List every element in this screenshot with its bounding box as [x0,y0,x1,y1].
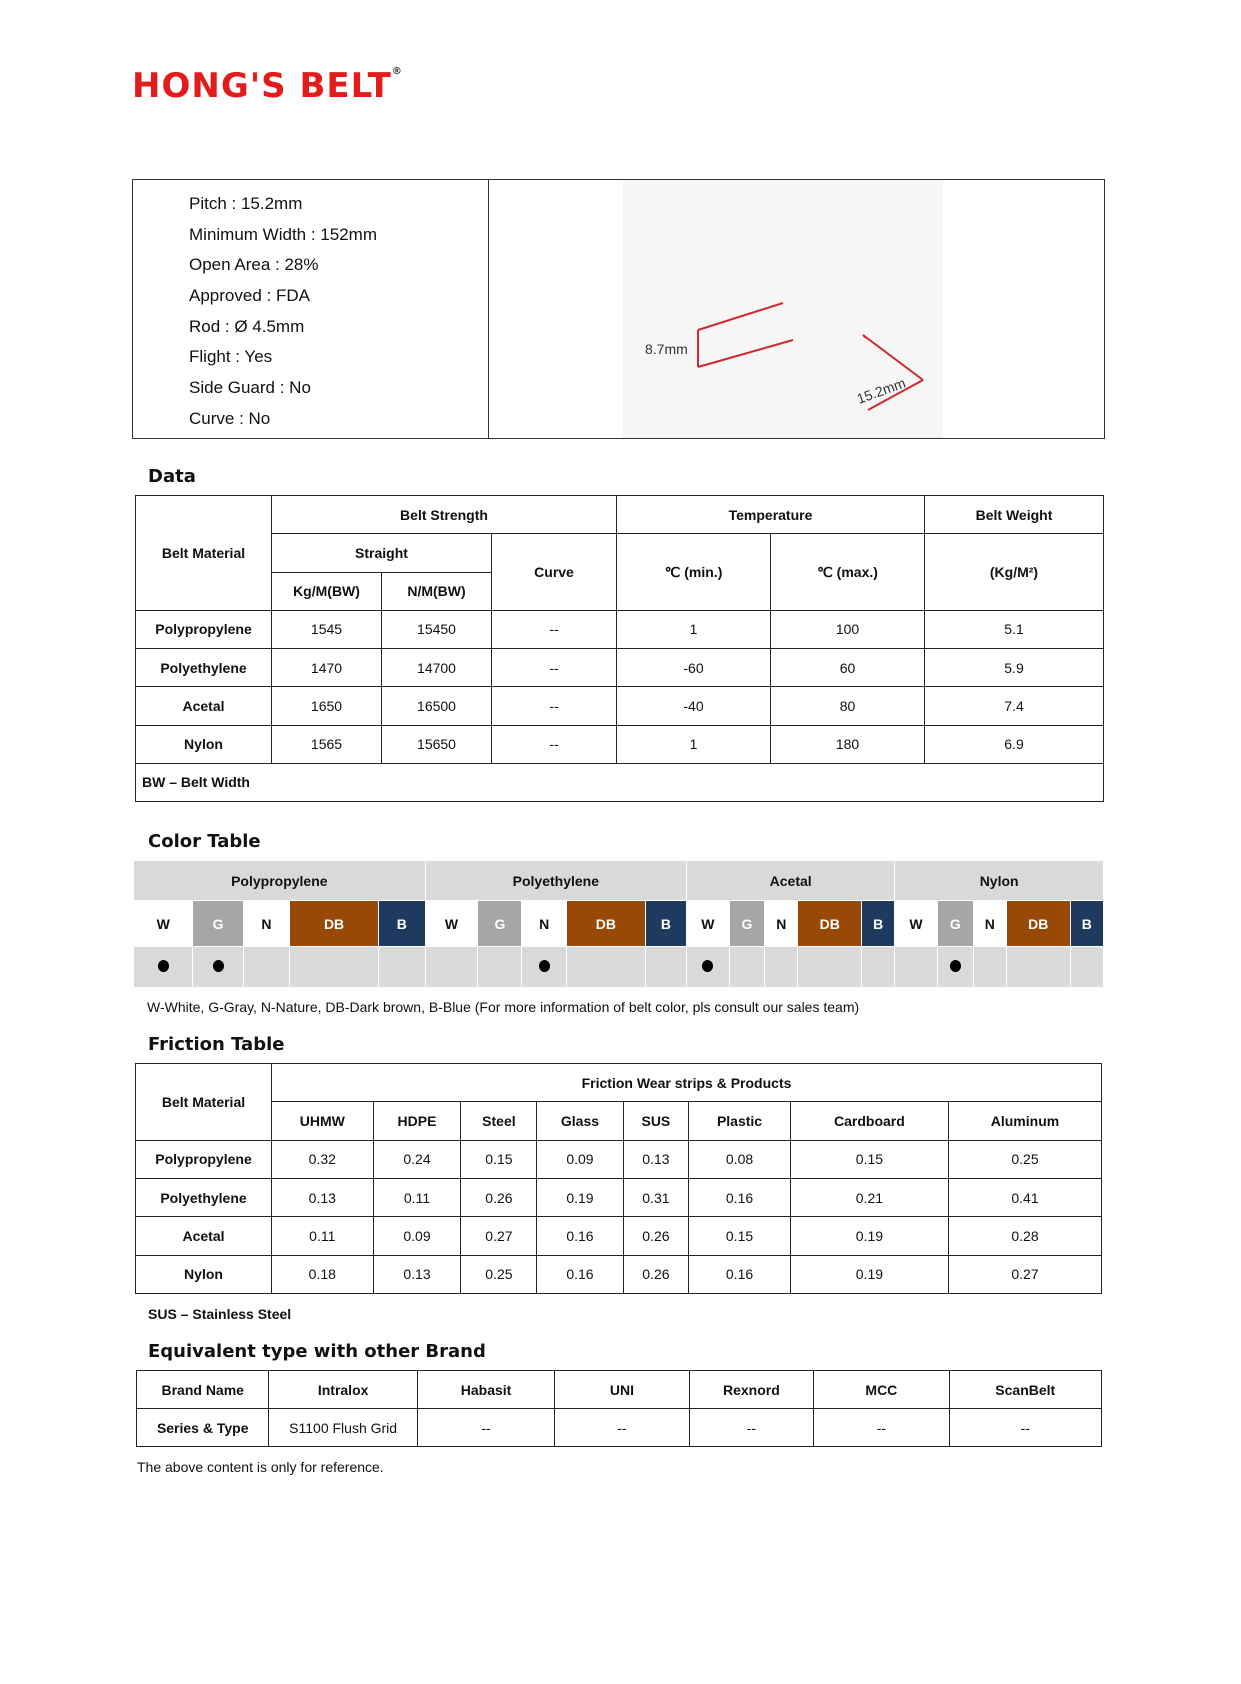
availability-cell [729,947,765,988]
spec-box [132,179,1105,439]
table-row [136,725,1104,763]
availability-cell [566,947,645,988]
color-code-db: DB [798,901,862,947]
color-code-w: W [687,901,730,947]
cell: 60 [771,649,925,687]
availability-cell [134,947,193,988]
cell: 0.16 [689,1255,791,1293]
cell: 0.19 [790,1255,948,1293]
cell: 0.16 [537,1255,623,1293]
cell: -- [492,610,617,648]
color-code-g: G [729,901,765,947]
footer-note: The above content is only for reference. [137,1459,384,1475]
friction-col-header: SUS [623,1102,689,1140]
availability-cell [973,947,1006,988]
data-title: Data [148,466,196,487]
cell: 0.19 [790,1217,948,1255]
series-cell: S1100 Flush Grid [269,1409,417,1447]
availability-cell [861,947,894,988]
availability-cell [1007,947,1071,988]
availability-cell [378,947,425,988]
brand-header: Habasit [417,1371,554,1409]
cell: 0.16 [689,1178,791,1216]
color-code-db: DB [1007,901,1071,947]
cell: 0.28 [948,1217,1101,1255]
spec-item: Side Guard : No [189,378,311,398]
svg-text:15.2mm: 15.2mm [854,374,908,407]
cell: 0.25 [461,1255,537,1293]
friction-col-header: Glass [537,1102,623,1140]
material-name: Polypropylene [136,610,272,648]
color-code-w: W [895,901,938,947]
cell: 0.15 [689,1217,791,1255]
cell: 0.26 [623,1217,689,1255]
color-code-b: B [378,901,425,947]
table-row [136,610,1104,648]
cell: 0.26 [461,1178,537,1216]
cell: -40 [617,687,771,725]
series-cell: -- [417,1409,554,1447]
cell: -- [492,725,617,763]
cell: 0.08 [689,1140,791,1178]
color-material-header: Nylon [895,861,1104,901]
color-code-w: W [425,901,478,947]
cell: 0.15 [790,1140,948,1178]
series-cell: -- [689,1409,814,1447]
friction-col-header: Aluminum [948,1102,1101,1140]
material-name: Acetal [136,1217,272,1255]
cell: 0.13 [373,1255,461,1293]
brand-header: Brand Name [137,1371,269,1409]
svg-text:8.7mm: 8.7mm [645,341,688,357]
availability-cell [798,947,862,988]
table-row [136,687,1104,725]
cell: 0.26 [623,1255,689,1293]
color-code-db: DB [566,901,645,947]
cell: 0.15 [461,1140,537,1178]
cell: 16500 [382,687,492,725]
availability-cell [290,947,379,988]
cell: 0.13 [272,1178,374,1216]
spec-item: Rod : Ø 4.5mm [189,316,305,336]
spec-item: Flight : Yes [189,347,273,367]
cell: 0.19 [537,1178,623,1216]
color-code-g: G [937,901,973,947]
available-dot-icon [539,960,550,972]
availability-cell [478,947,522,988]
spec-item: Curve : No [189,408,271,428]
availability-cell [645,947,686,988]
cell: 1565 [272,725,382,763]
cell: 0.09 [373,1217,461,1255]
cell: 1 [617,610,771,648]
available-dot-icon [213,960,224,972]
cell: 0.24 [373,1140,461,1178]
cell: 100 [771,610,925,648]
friction-col-header: Plastic [689,1102,791,1140]
material-name: Nylon [136,725,272,763]
cell: 0.41 [948,1178,1101,1216]
cell: 5.9 [925,649,1104,687]
color-code-n: N [243,901,290,947]
cell: 7.4 [925,687,1104,725]
series-cell: -- [555,1409,689,1447]
series-cell: -- [814,1409,949,1447]
cell: 0.09 [537,1140,623,1178]
availability-cell [243,947,290,988]
availability-cell [687,947,730,988]
color-code-b: B [645,901,686,947]
available-dot-icon [158,960,169,972]
material-name: Acetal [136,687,272,725]
spec-item: Minimum Width : 152mm [189,224,377,244]
cell: 0.11 [272,1217,374,1255]
color-table [133,860,1104,988]
friction-title: Friction Table [148,1034,285,1055]
availability-cell [895,947,938,988]
cell: 0.18 [272,1255,374,1293]
table-row [136,1140,1102,1178]
equiv-title: Equivalent type with other Brand [148,1341,486,1362]
availability-cell [765,947,798,988]
sus-note: SUS – Stainless Steel [148,1306,292,1322]
color-code-n: N [765,901,798,947]
color-title: Color Table [148,831,261,852]
color-material-header: Acetal [687,861,895,901]
availability-cell [1070,947,1103,988]
belt-image [623,180,943,438]
cell: 0.25 [948,1140,1101,1178]
cell: 0.31 [623,1178,689,1216]
color-code-b: B [861,901,894,947]
brand-header: UNI [555,1371,689,1409]
brand-header: MCC [814,1371,949,1409]
color-legend: W-White, G-Gray, N-Nature, DB-Dark brown, B-Blue (For more information of belt color, pls consult our sales team) [147,999,860,1015]
availability-cell [937,947,973,988]
color-code-g: G [193,901,243,947]
cell: 5.1 [925,610,1104,648]
cell: 1545 [272,610,382,648]
color-code-n: N [973,901,1006,947]
friction-table: Belt Material Friction Wear strips & Products UHMW HDPE Steel Glass SUS Plastic Cardboard Aluminum Polypropylene 0.32 0.24 0.15 0.09 0.13 0.08 0.15 0.25 Polyethylene 0.13 0.11 0.26 0.19 0.31 0.16 0.21 0.41 Acetal 0.11 0.09 0.27 0.16 0.26 0.15 0.19 0.28 Nylon 0.18 0.13 0.25 0.16 0.26 0.16 0.19 0.27 [135,1063,1102,1294]
friction-col-header: HDPE [373,1102,461,1140]
cell: 15450 [382,610,492,648]
logo: HONG'S BELT® [132,66,403,106]
cell: 1 [617,725,771,763]
color-code-b: B [1070,901,1103,947]
cell: 14700 [382,649,492,687]
available-dot-icon [950,960,961,972]
material-name: Nylon [136,1255,272,1293]
material-name: Polypropylene [136,1140,272,1178]
cell: 0.21 [790,1178,948,1216]
color-code-g: G [478,901,522,947]
table-row [136,1178,1102,1216]
brand-header: ScanBelt [949,1371,1101,1409]
cell: -- [492,687,617,725]
color-code-db: DB [290,901,379,947]
material-name: Polyethylene [136,649,272,687]
table-row [136,1217,1102,1255]
cell: -- [492,649,617,687]
friction-col-header: UHMW [272,1102,374,1140]
row-label: Series & Type [137,1409,269,1447]
cell: 0.27 [461,1217,537,1255]
cell: -60 [617,649,771,687]
cell: 80 [771,687,925,725]
table-row [136,1255,1102,1293]
spec-item: Approved : FDA [189,286,310,306]
table-row [136,649,1104,687]
color-code-n: N [522,901,567,947]
available-dot-icon [702,960,713,972]
availability-cell [425,947,478,988]
material-name: Polyethylene [136,1178,272,1216]
color-material-header: Polypropylene [134,861,426,901]
brand-header: Intralox [269,1371,417,1409]
color-code-w: W [134,901,193,947]
friction-col-header: Cardboard [790,1102,948,1140]
cell: 1650 [272,687,382,725]
cell: 1470 [272,649,382,687]
spec-item: Pitch : 15.2mm [189,194,303,213]
cell: 6.9 [925,725,1104,763]
cell: 0.32 [272,1140,374,1178]
cell: 0.13 [623,1140,689,1178]
spec-item: Open Area : 28% [189,255,319,275]
cell: 0.27 [948,1255,1101,1293]
cell: 0.16 [537,1217,623,1255]
color-material-header: Polyethylene [425,861,686,901]
equivalent-table [136,1370,1102,1447]
cell: 15650 [382,725,492,763]
availability-cell [193,947,243,988]
series-cell: -- [949,1409,1101,1447]
cell: 180 [771,725,925,763]
data-table: Belt Material Belt Strength Temperature Belt Weight Straight Curve ℃ (min.) ℃ (max.) (Kg/M²) Kg/M(BW) N/M(BW) Polypropylene 1545 15450 -- 1 100 5.1 Polyethylene 1470 14700 -- -60 60 5.9 Acetal 1650 16500 -- -40 80 7.4 Nylon 1565 15650 -- 1 180 6.9 BW – Belt Width [135,495,1104,802]
cell: 0.11 [373,1178,461,1216]
brand-header: Rexnord [689,1371,814,1409]
availability-cell [522,947,567,988]
friction-col-header: Steel [461,1102,537,1140]
